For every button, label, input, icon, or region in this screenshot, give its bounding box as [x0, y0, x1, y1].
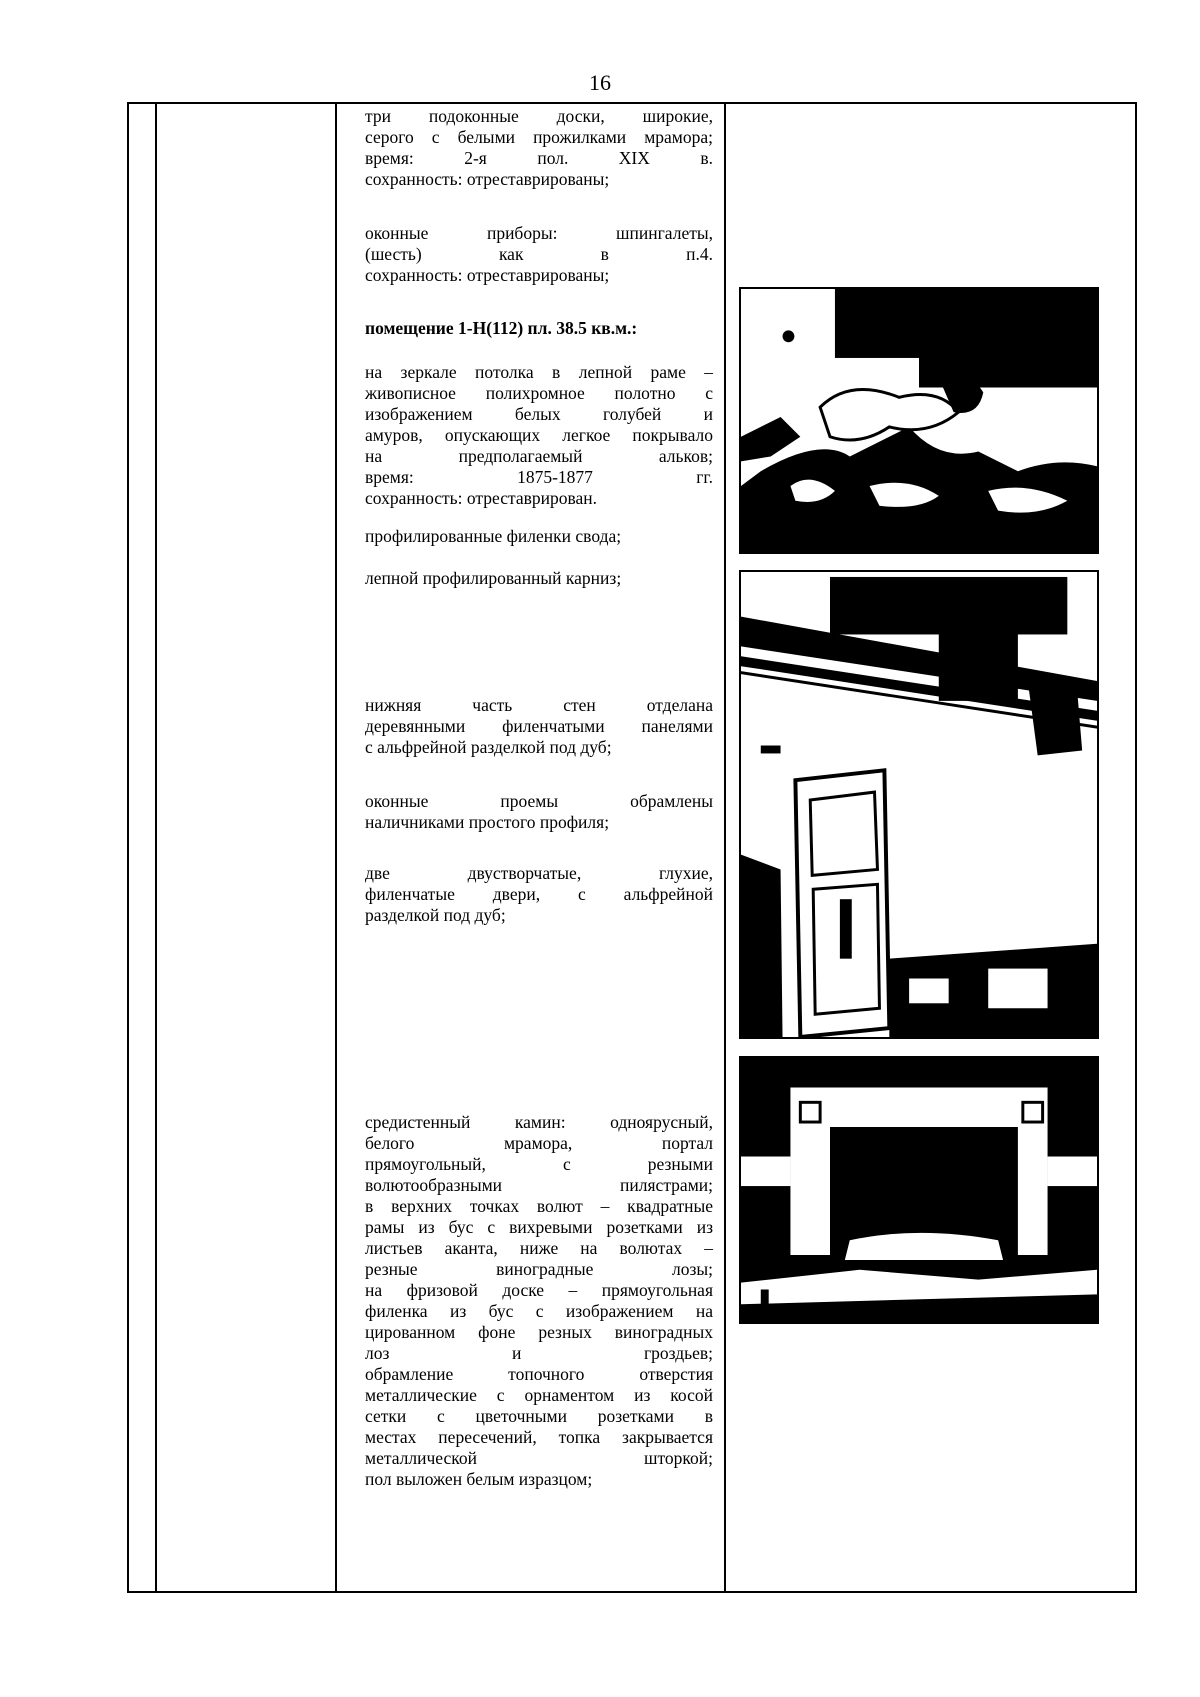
description-table [127, 102, 1137, 1593]
description-paragraph [365, 695, 713, 758]
description-line: белого мрамора, портал [365, 1133, 713, 1153]
description-paragraph [365, 362, 713, 509]
description-line: сохранность: отреставрирован. [365, 488, 598, 508]
description-line: волютообразными пилястрами; [365, 1175, 713, 1195]
photo-fireplace [739, 1056, 1099, 1324]
photo-ceiling-painting [739, 287, 1099, 554]
description-line: на зеркале потолка в лепной раме – [365, 362, 713, 382]
description-line: сохранность: отреставрированы; [365, 169, 610, 189]
description-line: нижняя часть стен отделана [365, 695, 713, 715]
description-line: изображением белых голубей и [365, 404, 713, 424]
description-line: в верхних точках волют – квадратные [365, 1196, 713, 1216]
description-line: металлической шторкой; [365, 1448, 713, 1468]
description-line: живописное полихромное полотно с [365, 383, 713, 403]
description-line: лепной профилированный карниз; [365, 568, 622, 588]
description-line: наличниками простого профиля; [365, 812, 610, 832]
description-line: прямоугольный, с резными [365, 1154, 713, 1174]
description-line: деревянными филенчатыми панелями [365, 716, 713, 736]
description-paragraph [365, 318, 713, 339]
description-line: рамы из бус с вихревыми розетками из [365, 1217, 713, 1237]
description-paragraph [365, 791, 713, 833]
description-line: сохранность: отреставрированы; [365, 265, 610, 285]
description-line: цированном фоне резных виноградных [365, 1322, 713, 1342]
description-line: две двустворчатые, глухие, [365, 863, 713, 883]
description-line: сетки с цветочными розетками в [365, 1406, 713, 1426]
description-line: на фризовой доске – прямоугольная [365, 1280, 713, 1300]
description-line: резные виноградные лозы; [365, 1259, 713, 1279]
description-paragraph [365, 106, 713, 190]
description-line: филенка из бус с изображением на [365, 1301, 713, 1321]
description-paragraph [365, 568, 713, 589]
description-line: три подоконные доски, широкие, [365, 106, 713, 126]
description-line: на предполагаемый альков; [365, 446, 713, 466]
description-line: время: 1875-1877 гг. [365, 467, 713, 487]
description-line: серого с белыми прожилками мрамора; [365, 127, 713, 147]
description-line: оконные проемы обрамлены [365, 791, 713, 811]
description-line: металлические с орнаментом из косой [365, 1385, 713, 1405]
description-line: листьев аканта, ниже на волютах – [365, 1238, 713, 1258]
description-line: пол выложен белым изразцом; [365, 1469, 593, 1489]
table-column-divider [724, 104, 726, 1591]
description-line: разделкой под дуб; [365, 905, 506, 925]
description-line: местах пересечений, топка закрывается [365, 1427, 713, 1447]
description-line: с альфрейной разделкой под дуб; [365, 737, 612, 757]
description-paragraph [365, 863, 713, 926]
description-line: (шесть) как в п.4. [365, 244, 713, 264]
description-line: обрамление топочного отверстия [365, 1364, 713, 1384]
description-line: амуров, опускающих легкое покрывало [365, 425, 713, 445]
room-heading: помещение 1-Н(112) пл. 38.5 кв.м.: [365, 318, 638, 338]
description-paragraph [365, 526, 713, 547]
table-column-divider [155, 104, 157, 1591]
description-line: средистенный камин: одноярусный, [365, 1112, 713, 1132]
description-paragraph [365, 1112, 713, 1490]
page-number: 16 [589, 70, 611, 95]
table-column-divider [335, 104, 337, 1591]
photo-room-interior [739, 570, 1099, 1039]
description-paragraph [365, 223, 713, 286]
description-line: лоз и гроздьев; [365, 1343, 713, 1363]
description-line: филенчатые двери, с альфрейной [365, 884, 713, 904]
description-line: профилированные филенки свода; [365, 526, 622, 546]
description-line: оконные приборы: шпингалеты, [365, 223, 713, 243]
description-line: время: 2-я пол. XIX в. [365, 148, 713, 168]
